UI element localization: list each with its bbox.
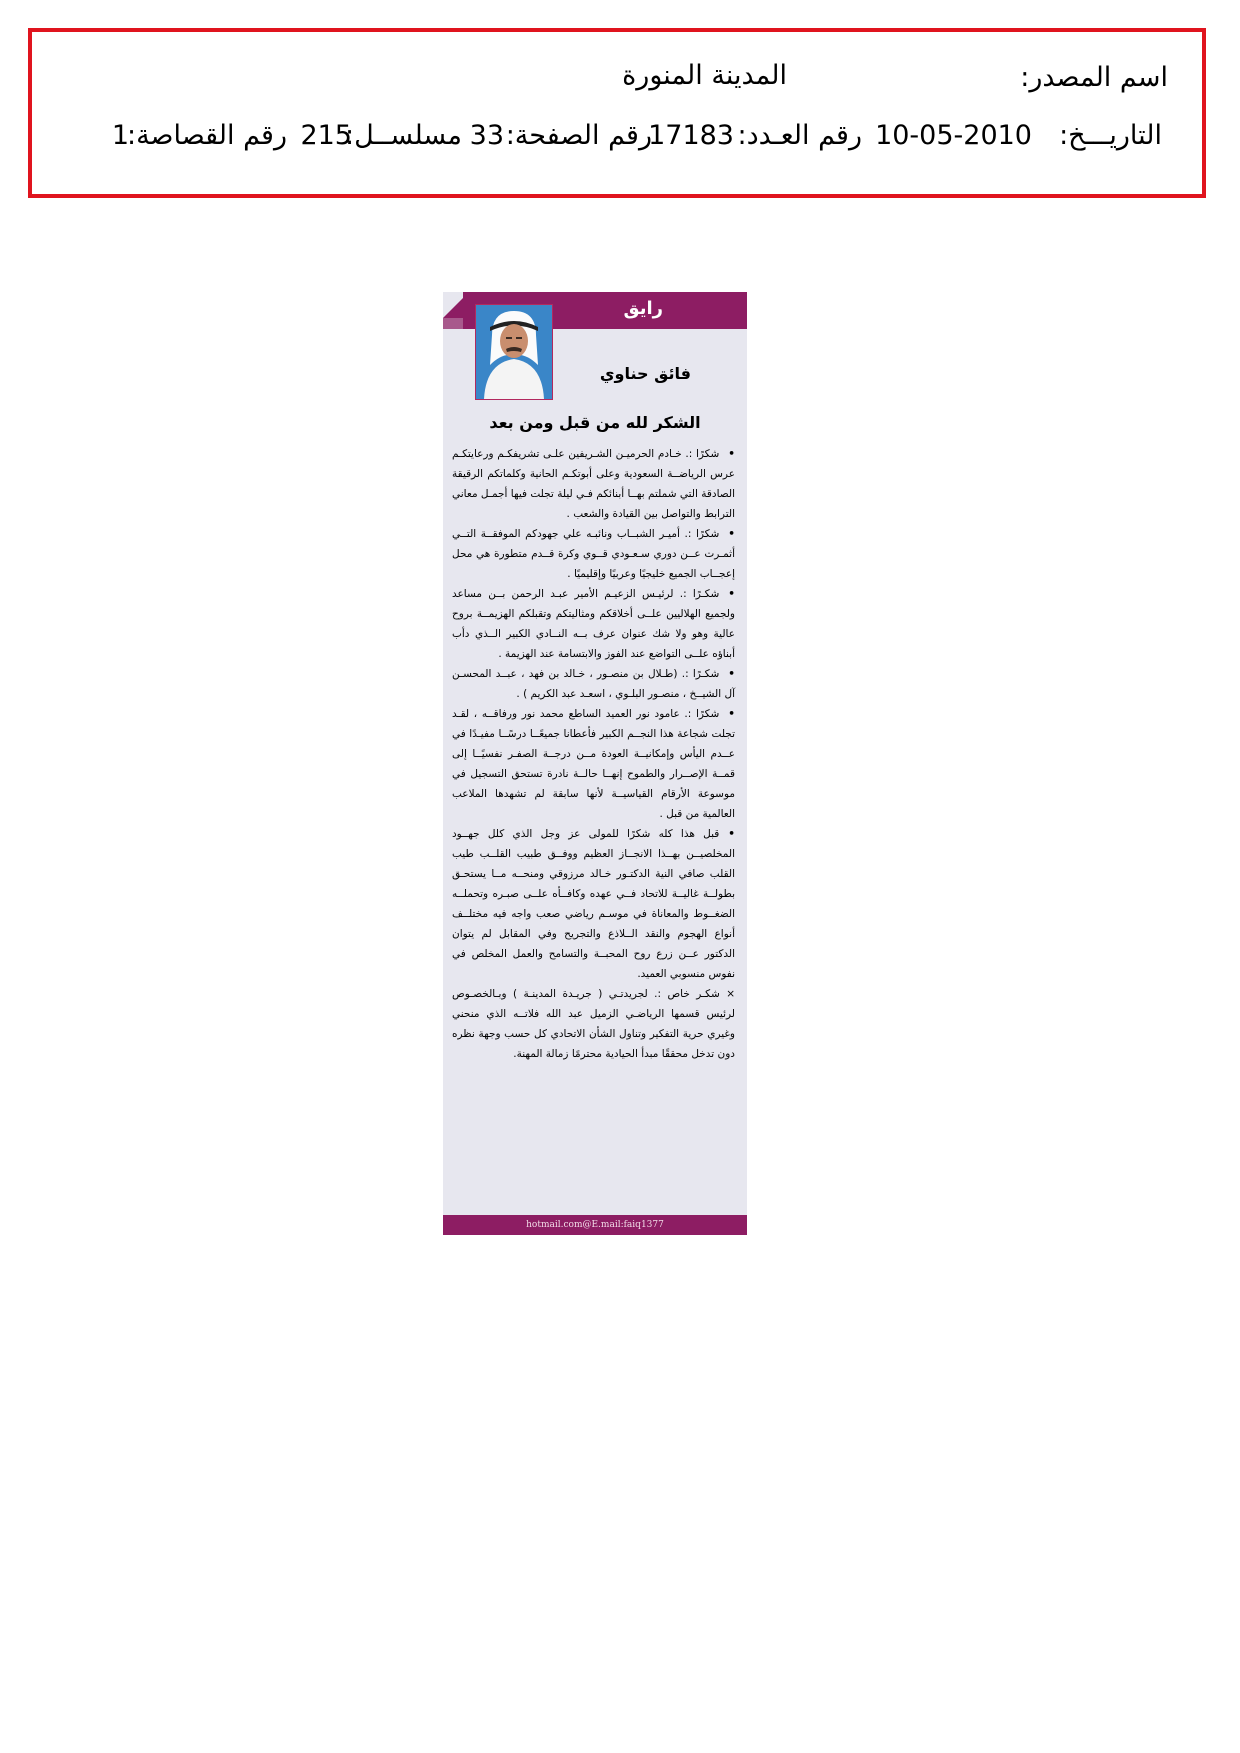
paragraph: × شكـر خاص :. لجريدتـي ( جريـدة المدينـة ) وبـالخصـوص لرئيس قسمها الرياضـي الزميل عبد الله فلاتــه الذي منحني وغيري حرية التفكير وتناول الشأن الاتحادي كل حسب وجهة نظره دون تدخل محققًا مبدأ الحيادية محترمًا زمالة المهنة.	[452, 988, 735, 1060]
page-value: 33	[469, 120, 504, 151]
paragraph: •شكرًا :. خـادم الحرميـن الشـريفين علـى تشريفكـم ورعايتكـم عرس الرياضــة السعودية وعلى أبوتكـم الحانية وكلماتكم الرقيقة الصادقة التي شملتم بهــا أبنائكم فـي ليلة تجلت فيها أجمـل معاني الترابط والتواصل بين القيادة والشعب .	[452, 448, 735, 520]
bullet-icon: •	[728, 448, 735, 460]
bullet-icon: •	[728, 828, 735, 840]
bullet-icon: •	[728, 588, 735, 600]
author-name: فائق حناوي	[599, 364, 691, 383]
author-photo	[475, 304, 553, 400]
author-portrait-icon	[476, 305, 552, 399]
source-value: المدينة المنورة	[622, 60, 787, 91]
clip-label: رقم القصاصة:	[126, 120, 287, 151]
paragraph: •قبل هذا كله شكرًا للمولى عز وجل الذي كلل جهــود المخلصيــن بهــذا الانجــاز العظيم ووفــق طبيب القلــب طيب القلب صافي النية الدكتـور خـالد مرزوقي ومنحــه مــا يستحـق بطولــة غاليــة للاتحاد فــي عهده وكافــأه علــى صبـره وتحملــه الضغــوط والمعاناة في موسـم رياضي صعب واجه فيه مختلــف أنواع الهجوم والنقد الــلاذع والتجريح وفي المقابل لم يتوان الدكتور عــن زرع روح المحبــة والتسامح والعمل المخلص في نفوس منسوبي العميد.	[452, 828, 735, 980]
paragraph: •شكرًا :. أميـر الشبــاب ونائبـه علي جهودكم الموفقــة التــي أثمـرت عــن دوري سـعـودي قــوي وكرة قــدم متطورة هي محل إعجــاب الجميع خليجيًا وعربيًا وإقليميًا .	[452, 528, 735, 580]
bullet-icon: •	[728, 528, 735, 540]
paragraph: •شكـرًا :. لرئيـس الزعيـم الأمير عبـد الرحمن بــن مساعد ولجميع الهلاليين علــى أخلاقكم ومثاليتكم وتقبلكم الهزيمــة بروح عالية وهو ولا شك عنوان عرف بــه النــادي الكبير الــذي دأب أبناؤه علــى التواضع عند الفوز والابتسامة عند الهزيمة .	[452, 588, 735, 660]
bullet-icon: •	[728, 668, 735, 680]
date-label: التاريـــخ:	[1059, 120, 1162, 151]
paragraph: •شكرًا :. عامود نور العميد الساطع محمد نور ورفاقــه ، لقـد تجلت شجاعة هذا النجــم الكبير فأعطانا جميعًــا درسًــا مفيـدًا في عــدم اليأس وإمكانيــة العودة مــن درجــة الصفـر نفسيًــا إلى قمــة الإصــرار والطموح إنهــا حالــة نادرة تستحق التسجيل في موسوعة الأرقام القياسيــة لأنها سابقة لم تشهدها الملاعب العالمية من قبل .	[452, 708, 735, 820]
page-label: رقم الصفحة:	[505, 120, 652, 151]
source-label: اسم المصدر:	[1020, 62, 1168, 93]
article-body	[452, 444, 735, 1064]
column-name: رايق	[623, 298, 663, 319]
issue-label: رقم العـدد:	[737, 120, 862, 151]
clip-value: 1	[111, 120, 129, 151]
date-value: 10-05-2010	[875, 120, 1032, 151]
issue-value: 17183	[648, 120, 734, 151]
bullet-icon: •	[728, 708, 735, 720]
newspaper-column-clipping	[443, 292, 747, 1235]
author-email-footer: hotmail.com@E.mail:faiq1377	[443, 1215, 747, 1235]
article-headline: الشكر لله من قبل ومن بعد	[489, 413, 701, 432]
clipping-info-box	[28, 28, 1206, 198]
paragraph: •شكـرًا :. (طـلال بن منصـور ، خـالد بن فهد ، عبــد المحسـن آل الشيــخ ، منصـور البلـوي ، اسعـد عبد الكريم ) .	[452, 668, 735, 700]
serial-label: مسلســل:	[345, 120, 462, 151]
serial-value: 215	[300, 120, 352, 151]
